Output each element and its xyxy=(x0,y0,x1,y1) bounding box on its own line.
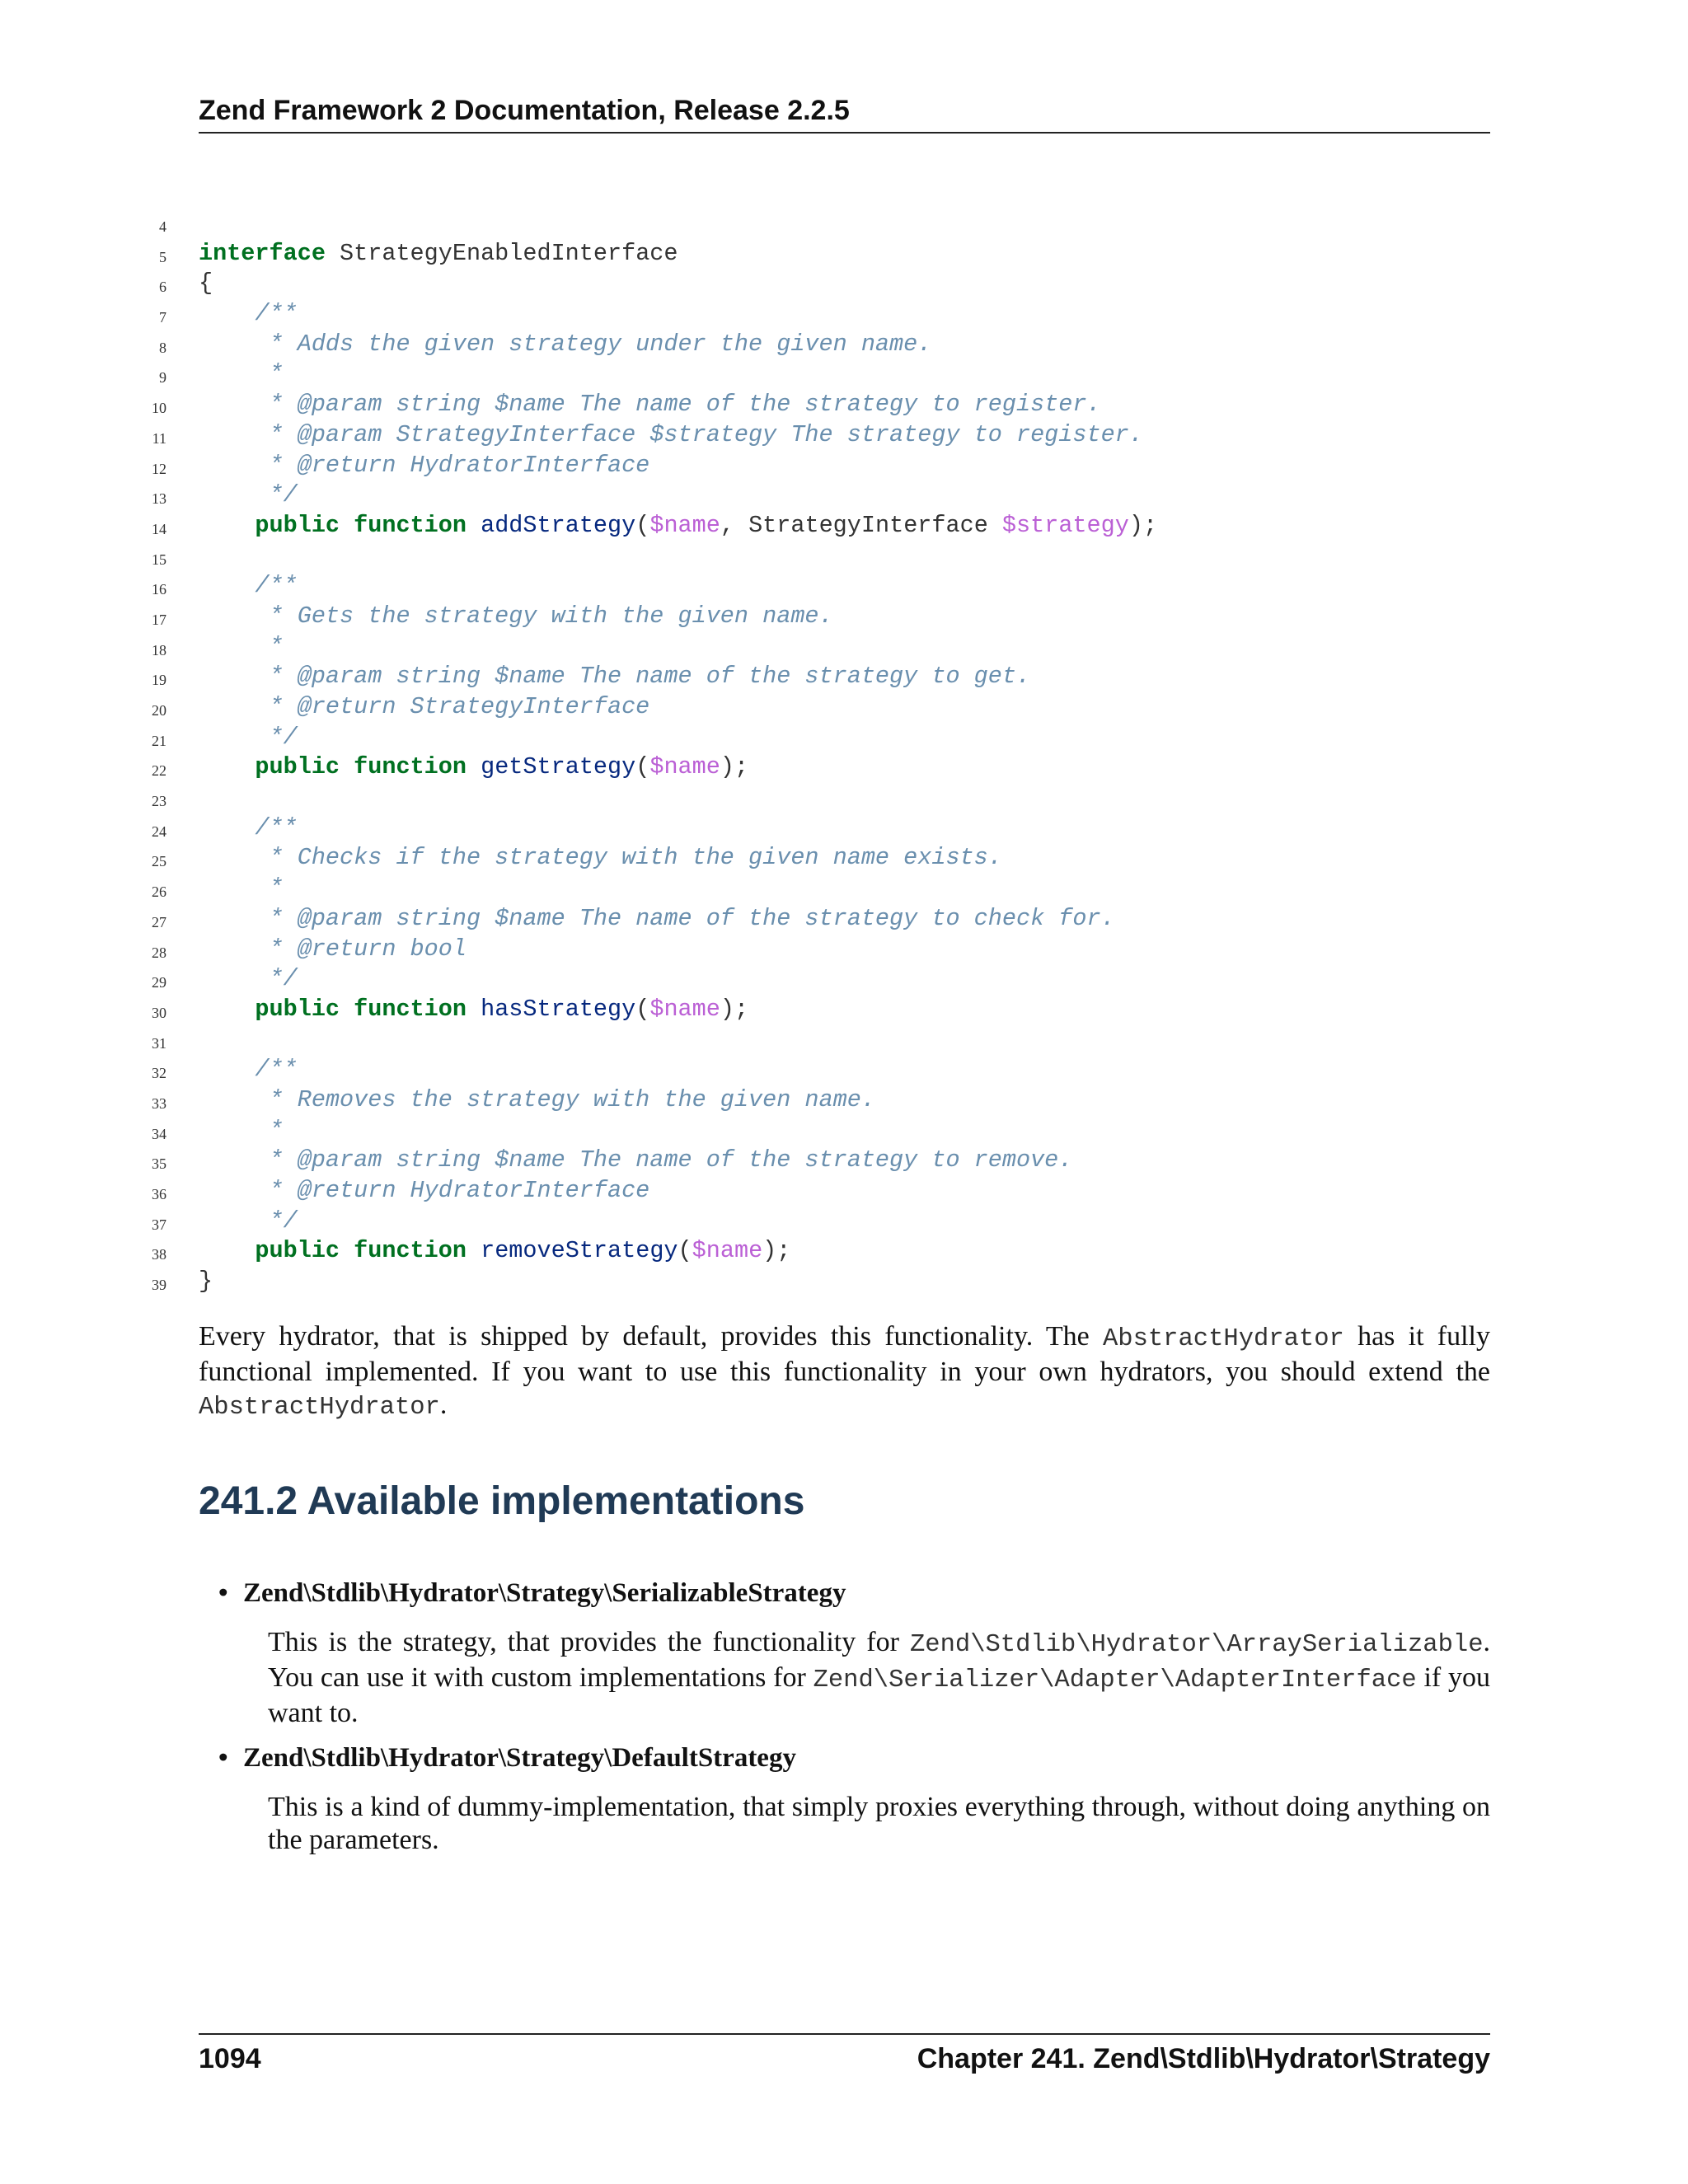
code-keyword: public xyxy=(255,511,340,539)
code-line xyxy=(0,1207,1688,1237)
code-keyword: function xyxy=(354,1237,467,1265)
code-line xyxy=(0,390,1688,420)
code-line xyxy=(0,1267,1688,1297)
bullet-description xyxy=(268,1626,1490,1730)
code-comment: * @return StrategyInterface xyxy=(199,693,650,720)
running-header: Zend Framework 2 Documentation, Release 2.2.5 xyxy=(199,92,1490,134)
code-text xyxy=(199,602,833,632)
code-keyword: public xyxy=(255,995,340,1023)
code-comment: * @param string $name The name of the strategy to remove. xyxy=(199,1146,1073,1174)
code-text xyxy=(199,1116,284,1146)
code-line xyxy=(0,783,1688,813)
line-number: 14 xyxy=(152,520,166,537)
code-comment: * @param string $name The name of the strategy to register. xyxy=(199,391,1101,419)
line-number: 37 xyxy=(152,1216,166,1233)
code-line xyxy=(0,602,1688,632)
line-number: 4 xyxy=(159,218,166,235)
code-comment: * @param string $name The name of the strategy to get. xyxy=(199,663,1031,691)
code-type: , StrategyInterface xyxy=(720,511,1002,539)
code-variable: $name xyxy=(692,1237,763,1265)
code-text xyxy=(199,359,284,390)
code-identifier: StrategyEnabledInterface xyxy=(325,239,678,267)
code-line xyxy=(0,1146,1688,1176)
line-number: 39 xyxy=(152,1277,166,1294)
code-line xyxy=(0,632,1688,663)
line-number: 36 xyxy=(152,1186,166,1202)
code-line xyxy=(0,571,1688,602)
code-line xyxy=(0,874,1688,904)
code-text xyxy=(199,662,1030,692)
code-function-name: hasStrategy xyxy=(481,995,636,1023)
line-number: 35 xyxy=(152,1155,166,1173)
code-text xyxy=(199,390,1101,420)
code-text xyxy=(199,874,284,904)
line-number: 32 xyxy=(152,1065,166,1082)
code-comment: * @return HydratorInterface xyxy=(199,1177,650,1204)
code-keyword: public xyxy=(255,1237,340,1265)
code-punctuation: ); xyxy=(762,1237,791,1265)
code-comment: * xyxy=(199,632,284,660)
code-text xyxy=(199,843,1002,874)
code-line xyxy=(0,813,1688,844)
code-text xyxy=(199,723,298,753)
inline-code: Zend\Serializer\Adapter\AdapterInterface xyxy=(813,1666,1417,1694)
code-punctuation: ); xyxy=(1128,511,1158,539)
code-line xyxy=(0,1236,1688,1267)
code-line xyxy=(0,511,1688,541)
code-punctuation: } xyxy=(199,1268,213,1296)
line-number: 38 xyxy=(152,1246,166,1263)
line-number: 9 xyxy=(159,369,166,387)
code-comment: */ xyxy=(199,965,298,993)
code-text xyxy=(199,813,298,844)
code-text xyxy=(199,330,931,360)
code-variable: $name xyxy=(649,995,720,1023)
code-comment: * Gets the strategy with the given name. xyxy=(199,602,833,630)
code-text xyxy=(199,1146,1072,1176)
intro-text-3: . xyxy=(439,1390,448,1420)
code-comment: * @param string $name The name of the strategy to check for. xyxy=(199,904,1115,932)
code-comment: * @return HydratorInterface xyxy=(199,451,650,479)
code-comment: * Adds the given strategy under the given name. xyxy=(199,330,932,358)
code-line xyxy=(0,1176,1688,1207)
desc-text: if you want to. xyxy=(268,1662,1490,1728)
code-variable: $strategy xyxy=(1001,511,1129,539)
line-number: 17 xyxy=(152,611,166,628)
intro-text-1: Every hydrator, that is shipped by default, provides this functionality. The xyxy=(199,1321,1103,1352)
code-comment: */ xyxy=(199,723,298,751)
code-line xyxy=(0,451,1688,481)
code-text xyxy=(199,1055,298,1085)
code-indent xyxy=(199,1237,255,1264)
bullet-dot: • xyxy=(218,1743,228,1773)
inline-code-abstract-hydrator: AbstractHydrator xyxy=(1102,1325,1344,1353)
code-comment: * @param StrategyInterface $strategy The strategy to register. xyxy=(199,420,1143,448)
code-text xyxy=(199,1267,213,1297)
line-number: 20 xyxy=(152,702,166,719)
code-text xyxy=(199,239,678,269)
line-number: 21 xyxy=(152,732,166,749)
code-line xyxy=(0,1055,1688,1085)
section-heading: 241.2 Available implementations xyxy=(199,1479,805,1523)
line-number: 29 xyxy=(152,974,166,991)
line-number: 27 xyxy=(152,913,166,930)
code-comment: /** xyxy=(199,300,298,328)
code-comment: * @return bool xyxy=(199,935,467,963)
code-line xyxy=(0,299,1688,330)
line-number: 28 xyxy=(152,944,166,961)
code-comment: */ xyxy=(199,481,298,509)
code-text xyxy=(199,964,298,995)
code-text xyxy=(199,480,298,511)
line-number: 31 xyxy=(152,1034,166,1052)
code-line xyxy=(0,843,1688,874)
code-text xyxy=(199,571,298,602)
code-line xyxy=(0,1116,1688,1146)
line-number: 12 xyxy=(152,460,166,477)
code-line xyxy=(0,239,1688,269)
code-function-name: addStrategy xyxy=(481,511,636,539)
line-number: 25 xyxy=(152,853,166,870)
line-number: 16 xyxy=(152,581,166,598)
code-text xyxy=(199,995,748,1025)
code-function-name: getStrategy xyxy=(481,753,636,781)
code-comment: * Checks if the strategy with the given name exists. xyxy=(199,844,1002,872)
code-line xyxy=(0,964,1688,995)
code-text xyxy=(199,451,649,481)
code-line xyxy=(0,935,1688,965)
code-punctuation: ( xyxy=(635,753,650,781)
code-comment: /** xyxy=(199,1056,298,1084)
line-number: 34 xyxy=(152,1125,166,1142)
page-number: 1094 xyxy=(199,2043,261,2074)
inline-code: Zend\Stdlib\Hydrator\ArraySerializable xyxy=(909,1631,1484,1659)
code-punctuation: ( xyxy=(678,1237,692,1265)
code-line xyxy=(0,420,1688,451)
code-text xyxy=(199,511,1157,541)
line-number: 6 xyxy=(159,279,166,296)
line-number: 11 xyxy=(152,429,166,447)
code-indent xyxy=(199,512,255,539)
line-number: 24 xyxy=(152,823,166,840)
code-line xyxy=(0,662,1688,692)
line-number: 10 xyxy=(152,400,166,417)
code-line xyxy=(0,752,1688,783)
code-comment: * xyxy=(199,360,284,388)
intro-paragraph xyxy=(199,1320,1490,1424)
code-text xyxy=(199,632,284,663)
line-number: 30 xyxy=(152,1004,166,1021)
code-keyword: interface xyxy=(199,239,326,267)
bullet-description xyxy=(268,1791,1490,1857)
bullet-title-text: Zend\Stdlib\Hydrator\Strategy\DefaultStrategy xyxy=(243,1743,796,1773)
line-number: 8 xyxy=(159,339,166,356)
code-keyword: function xyxy=(354,753,467,781)
code-line xyxy=(0,330,1688,360)
footer-rule xyxy=(199,2033,1490,2035)
code-line xyxy=(0,1085,1688,1116)
inline-code-abstract-hydrator-2: AbstractHydrator xyxy=(199,1394,440,1422)
line-number: 13 xyxy=(152,490,166,508)
code-line xyxy=(0,541,1688,572)
code-line xyxy=(0,359,1688,390)
code-keyword: public xyxy=(255,753,340,781)
code-text xyxy=(199,1176,649,1207)
code-line xyxy=(0,995,1688,1025)
running-footer xyxy=(199,2039,1490,2079)
list-item xyxy=(218,1741,1490,1857)
code-punctuation: ( xyxy=(635,511,650,539)
intro-text-2: has it fully functional implemented. If you want to use this functionality in your own hydrators, you should extend the xyxy=(199,1321,1490,1387)
code-comment: /** xyxy=(199,572,298,600)
line-number: 23 xyxy=(152,793,166,810)
line-number: 22 xyxy=(152,762,166,780)
code-text xyxy=(199,692,649,723)
bullet-title xyxy=(218,1577,1490,1610)
code-comment: * xyxy=(199,1116,284,1144)
code-text xyxy=(199,1085,875,1116)
code-text xyxy=(199,1236,790,1267)
code-text xyxy=(199,1207,298,1237)
code-text xyxy=(199,420,1143,451)
code-block xyxy=(0,209,1688,1297)
bullet-title-text: Zend\Stdlib\Hydrator\Strategy\SerializableStrategy xyxy=(243,1578,846,1608)
code-keyword: function xyxy=(354,511,467,539)
code-text xyxy=(199,752,748,783)
code-keyword: function xyxy=(354,995,467,1023)
code-line xyxy=(0,723,1688,753)
code-punctuation: ); xyxy=(720,753,749,781)
code-line xyxy=(0,904,1688,935)
code-punctuation: { xyxy=(199,269,213,298)
code-line xyxy=(0,480,1688,511)
line-number: 19 xyxy=(152,672,166,689)
line-number: 15 xyxy=(152,551,166,568)
list-item xyxy=(218,1577,1490,1730)
line-number: 33 xyxy=(152,1094,166,1112)
code-comment: */ xyxy=(199,1207,298,1235)
code-punctuation: ); xyxy=(720,995,749,1023)
line-number: 7 xyxy=(159,309,166,326)
code-indent xyxy=(199,996,255,1023)
code-function-name: removeStrategy xyxy=(481,1237,678,1265)
chapter-title: Chapter 241. Zend\Stdlib\Hydrator\Strategy xyxy=(917,2043,1490,2074)
desc-text: This is a kind of dummy-implementation, that simply proxies everything through, without doing anything on the parameters. xyxy=(268,1792,1490,1855)
code-line xyxy=(0,209,1688,239)
code-variable: $name xyxy=(649,511,720,539)
code-text xyxy=(199,935,467,965)
code-punctuation: ( xyxy=(635,995,650,1023)
bullet-title xyxy=(218,1741,1490,1774)
code-line xyxy=(0,269,1688,299)
code-line xyxy=(0,692,1688,723)
code-indent xyxy=(199,753,255,780)
code-comment: * Removes the strategy with the given name. xyxy=(199,1085,875,1113)
code-comment: * xyxy=(199,874,284,902)
line-number: 18 xyxy=(152,641,166,658)
line-number: 26 xyxy=(152,883,166,901)
desc-text: . You can use it with custom implementations for xyxy=(268,1627,1490,1693)
desc-text: This is the strategy, that provides the functionality for xyxy=(268,1627,910,1657)
code-comment: /** xyxy=(199,813,298,841)
code-text xyxy=(199,269,213,299)
code-variable: $name xyxy=(649,753,720,781)
bullet-dot: • xyxy=(218,1578,228,1608)
code-text xyxy=(199,904,1115,935)
line-number: 5 xyxy=(159,248,166,265)
code-text xyxy=(199,299,298,330)
code-line xyxy=(0,1025,1688,1056)
